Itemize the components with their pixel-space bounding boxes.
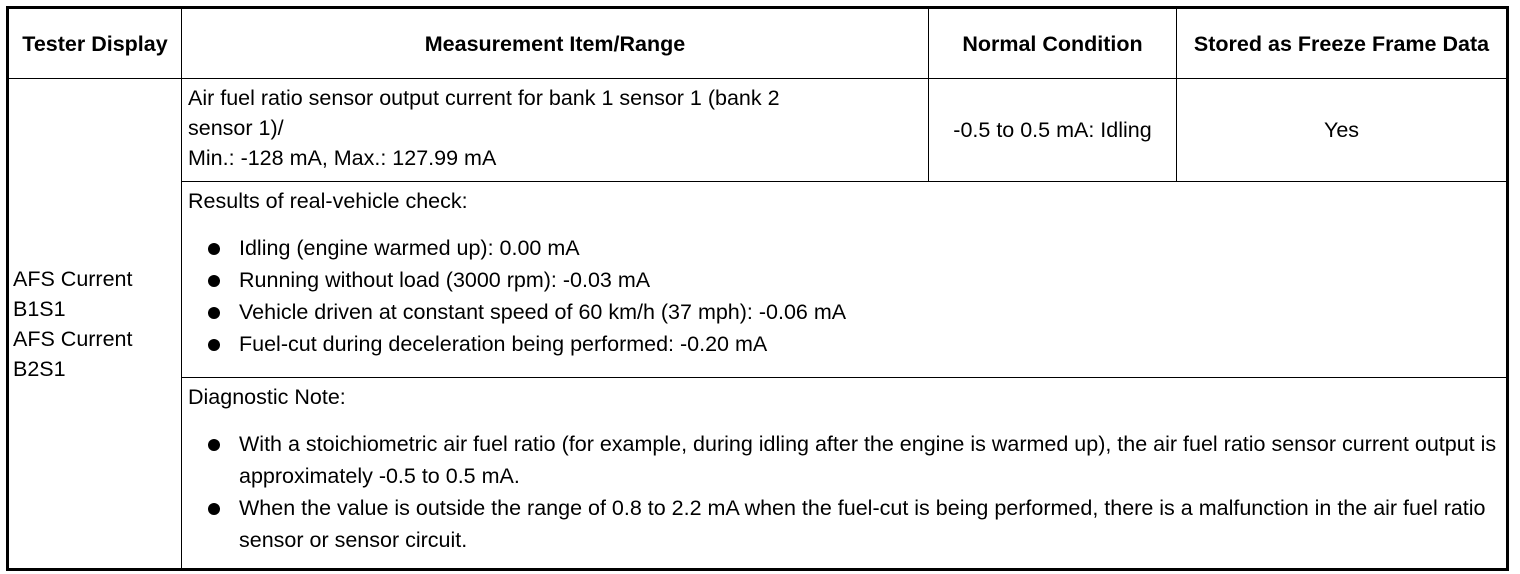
list-item-text: Idling (engine warmed up): 0.00 mA [239,236,580,260]
display-line: B1S1 [13,296,66,321]
measurement-line: Air fuel ratio sensor output current for bank 1 sensor 1 (bank 2 [188,86,780,110]
list-item [188,296,1500,328]
list-item [188,328,1500,360]
freeze-frame-cell: Yes [1177,79,1508,182]
display-line: AFS Current [13,326,133,351]
list-item-text: Vehicle driven at constant speed of 60 km/h (37 mph): -0.06 mA [239,300,847,324]
header-tester-display: Tester Display [8,8,182,79]
list-item [188,428,1500,492]
data-list-table [6,6,1509,571]
list-item-text: With a stoichiometric air fuel ratio (for example, during idling after the engine is warmed up), the air fuel ratio sensor current output is approximately -0.5 to 0.5 mA. [239,432,1497,488]
diagnostic-note-title: Diagnostic Note: [188,385,346,409]
list-item [188,232,1500,264]
list-item-text: Running without load (3000 rpm): -0.03 mA [239,268,651,292]
header-normal-condition: Normal Condition [929,8,1177,79]
list-item [188,492,1500,556]
diagnostic-note-row [8,378,1508,570]
normal-condition-cell: -0.5 to 0.5 mA: Idling [929,79,1177,182]
list-item-text: When the value is outside the range of 0.8 to 2.2 mA when the fuel-cut is being performed, there is a malfunction in the air fuel ratio sensor or sensor circuit. [239,496,1486,552]
bullet-dot-icon [208,439,220,451]
display-line: B2S1 [13,356,66,381]
bullet-dot-icon [208,339,220,351]
table-row [8,79,1508,182]
bullet-dot-icon [208,243,220,255]
header-measurement-item: Measurement Item/Range [182,8,929,79]
measurement-line: Min.: -128 mA, Max.: 127.99 mA [188,146,497,170]
measurement-cell [182,79,929,182]
check-results-row [8,182,1508,378]
bullet-dot-icon [208,275,220,287]
measurement-line: sensor 1)/ [188,116,284,140]
list-item [188,264,1500,296]
diagnostic-note-cell [182,378,1508,570]
bullet-dot-icon [208,307,220,319]
check-results-cell [182,182,1508,378]
header-row [8,8,1508,79]
display-line: AFS Current [13,266,133,291]
check-results-title: Results of real-vehicle check: [188,189,468,213]
diagnostic-note-list [188,428,1500,556]
bullet-dot-icon [208,503,220,515]
header-freeze-frame: Stored as Freeze Frame Data [1177,8,1508,79]
tester-display-cell [8,79,182,570]
check-results-list [188,232,1500,360]
list-item-text: Fuel-cut during deceleration being performed: -0.20 mA [239,332,768,356]
